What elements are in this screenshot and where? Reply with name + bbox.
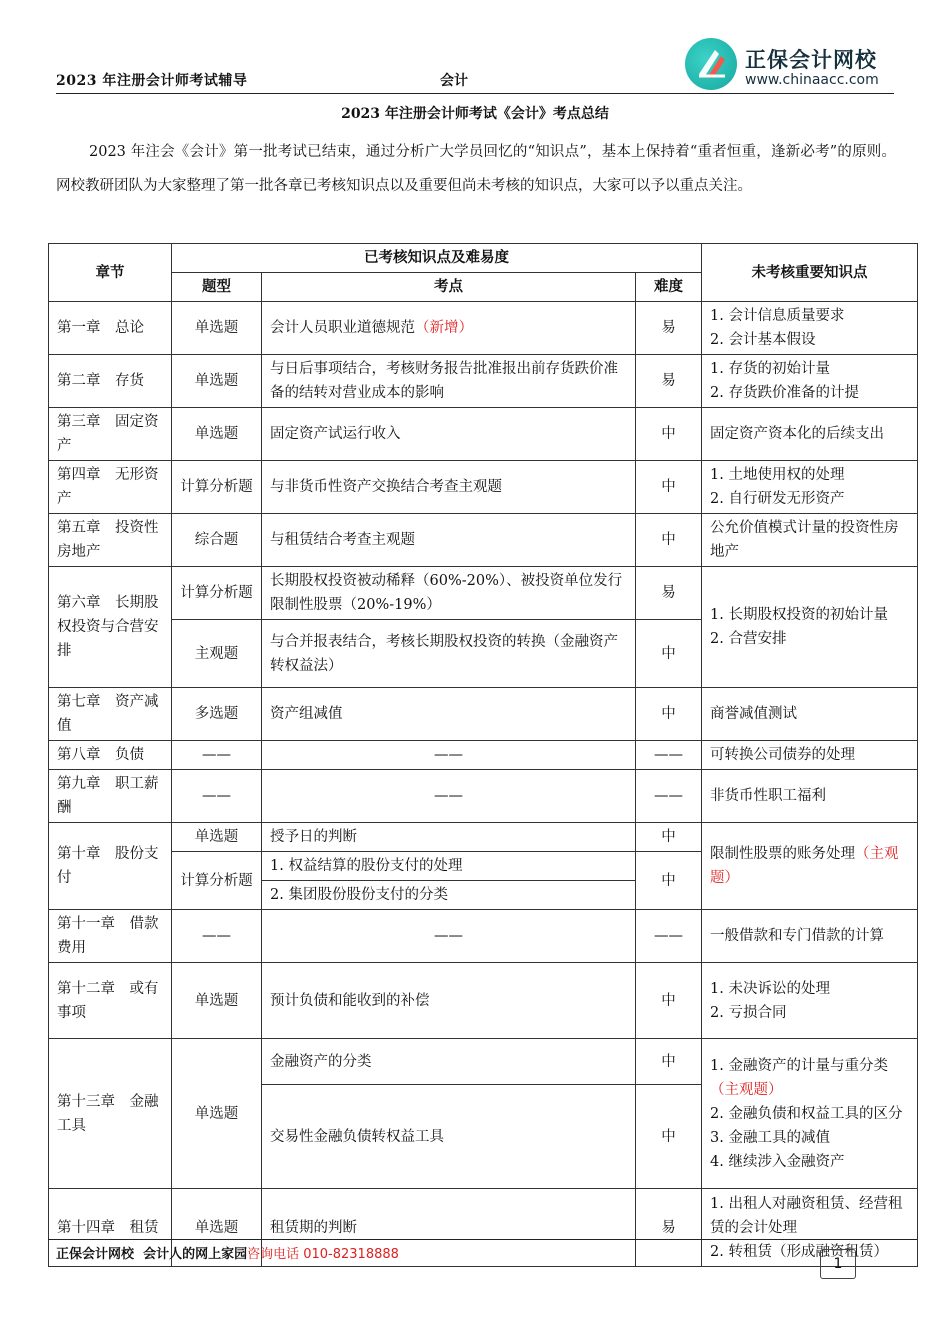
header-tested: 已考核知识点及难易度 bbox=[172, 244, 702, 273]
type-cell: 综合题 bbox=[172, 514, 262, 567]
untested-cell bbox=[702, 567, 918, 688]
untested-cell: 非货币性职工福利 bbox=[702, 770, 918, 823]
difficulty-cell: —— bbox=[636, 770, 702, 823]
difficulty-cell: 易 bbox=[636, 1189, 702, 1267]
untested-cell bbox=[702, 355, 918, 408]
type-cell: 计算分析题 bbox=[172, 461, 262, 514]
type-cell: 单选题 bbox=[172, 1189, 262, 1267]
page-header bbox=[56, 0, 894, 95]
type-cell: 单选题 bbox=[172, 1039, 262, 1189]
footer-slogan: 会计人的网上家园 bbox=[143, 1247, 248, 1262]
knowledge-table bbox=[48, 243, 918, 1267]
point-cell: —— bbox=[262, 770, 636, 823]
type-cell: —— bbox=[172, 910, 262, 963]
table-row bbox=[49, 741, 918, 770]
untested-item: 2. 会计基本假设 bbox=[710, 332, 816, 348]
point-text: 会计人员职业道德规范 bbox=[270, 320, 415, 336]
table-header-row bbox=[49, 244, 918, 273]
header-type: 题型 bbox=[172, 273, 262, 302]
point-cell: 长期股权投资被动稀释（60%-20%）、被投资单位发行限制性股票（20%-19%） bbox=[262, 567, 636, 620]
difficulty-cell: 中 bbox=[636, 852, 702, 910]
untested-cell bbox=[702, 1189, 918, 1267]
untested-cell: 固定资产资本化的后续支出 bbox=[702, 408, 918, 461]
header-point: 考点 bbox=[262, 273, 636, 302]
footer-divider bbox=[48, 1239, 917, 1240]
chapter-cell: 第十一章 借款费用 bbox=[49, 910, 172, 963]
type-cell: —— bbox=[172, 770, 262, 823]
point-cell: 租赁期的判断 bbox=[262, 1189, 636, 1267]
chapter-cell: 第一章 总论 bbox=[49, 302, 172, 355]
brand-name: 正保会计网校 bbox=[745, 48, 877, 72]
brand-url: www.chinaacc.com bbox=[745, 72, 879, 88]
untested-item: 2. 自行研发无形资产 bbox=[710, 491, 845, 507]
point-cell: 2. 集团股份股份支付的分类 bbox=[262, 881, 636, 910]
header-difficulty: 难度 bbox=[636, 273, 702, 302]
point-cell: 授予日的判断 bbox=[262, 823, 636, 852]
untested-cell bbox=[702, 461, 918, 514]
untested-cell: 一般借款和专门借款的计算 bbox=[702, 910, 918, 963]
difficulty-cell: 中 bbox=[636, 1039, 702, 1085]
table-row bbox=[49, 461, 918, 514]
chapter-cell: 第八章 负债 bbox=[49, 741, 172, 770]
difficulty-cell: 中 bbox=[636, 688, 702, 741]
untested-item: 1. 土地使用权的处理 bbox=[710, 467, 845, 483]
chapter-cell: 第四章 无形资产 bbox=[49, 461, 172, 514]
new-tag: （新增） bbox=[415, 320, 473, 336]
untested-cell bbox=[702, 963, 918, 1039]
header-untested: 未考核重要知识点 bbox=[702, 244, 918, 302]
difficulty-cell: 中 bbox=[636, 461, 702, 514]
untested-text: 限制性股票的账务处理 bbox=[710, 846, 855, 862]
type-cell: 多选题 bbox=[172, 688, 262, 741]
point-cell: 交易性金融负债转权益工具 bbox=[262, 1085, 636, 1189]
untested-item: 2. 金融负债和权益工具的区分 bbox=[710, 1105, 903, 1122]
type-cell: 计算分析题 bbox=[172, 852, 262, 910]
untested-item: 1. 会计信息质量要求 bbox=[710, 308, 845, 324]
untested-cell bbox=[702, 302, 918, 355]
difficulty-cell: —— bbox=[636, 741, 702, 770]
untested-item: 3. 金融工具的减值 bbox=[710, 1129, 830, 1146]
untested-item: 4. 继续涉入金融资产 bbox=[710, 1153, 845, 1170]
header-divider bbox=[56, 93, 894, 94]
table-row bbox=[49, 823, 918, 852]
chapter-cell: 第五章 投资性房地产 bbox=[49, 514, 172, 567]
table-row bbox=[49, 567, 918, 620]
point-cell: 预计负债和能收到的补偿 bbox=[262, 963, 636, 1039]
untested-cell bbox=[702, 1039, 918, 1189]
point-cell: —— bbox=[262, 910, 636, 963]
point-cell: 与合并报表结合，考核长期股权投资的转换（金融资产转权益法） bbox=[262, 620, 636, 688]
difficulty-cell: 中 bbox=[636, 620, 702, 688]
table-row bbox=[49, 408, 918, 461]
table-row bbox=[49, 355, 918, 408]
type-cell: —— bbox=[172, 741, 262, 770]
chapter-cell: 第十四章 租赁 bbox=[49, 1189, 172, 1267]
table-row bbox=[49, 910, 918, 963]
point-cell: 与非货币性资产交换结合考查主观题 bbox=[262, 461, 636, 514]
table-row bbox=[49, 302, 918, 355]
footer-brand: 正保会计网校 bbox=[56, 1247, 135, 1262]
type-cell: 单选题 bbox=[172, 302, 262, 355]
difficulty-cell: 中 bbox=[636, 408, 702, 461]
type-cell: 单选题 bbox=[172, 963, 262, 1039]
table-row bbox=[49, 770, 918, 823]
table-row bbox=[49, 514, 918, 567]
document-title: 2023 年注册会计师考试《会计》考点总结 bbox=[341, 106, 609, 122]
header-subject: 会计 bbox=[440, 73, 468, 89]
untested-item: 1. 长期股权投资的初始计量 bbox=[710, 607, 888, 623]
difficulty-cell: 中 bbox=[636, 514, 702, 567]
intro-paragraph: 2023 年注会《会计》第一批考试已结束，通过分析广大学员回忆的“知识点”，基本上保持着“重者恒重，逢新必考”的原则。网校教研团队为大家整理了第一批各章已考核知识点以及重要但尚未考核的知识点，大家可以予以重点关注。 bbox=[56, 144, 896, 194]
untested-text: 1. 金融资产的计量与重分类 bbox=[710, 1057, 888, 1074]
table-row bbox=[49, 688, 918, 741]
difficulty-cell: —— bbox=[636, 910, 702, 963]
difficulty-cell: 中 bbox=[636, 1085, 702, 1189]
type-cell: 单选题 bbox=[172, 408, 262, 461]
subjective-tag: （主观题） bbox=[710, 846, 899, 886]
untested-item: 1. 出租人对融资租赁、经营租赁的会计处理 bbox=[710, 1195, 903, 1236]
point-cell bbox=[262, 302, 636, 355]
difficulty-cell: 中 bbox=[636, 963, 702, 1039]
difficulty-cell: 易 bbox=[636, 567, 702, 620]
untested-cell: 可转换公司债券的处理 bbox=[702, 741, 918, 770]
untested-item: 1. 未决诉讼的处理 bbox=[710, 980, 830, 997]
type-cell: 单选题 bbox=[172, 355, 262, 408]
table-row bbox=[49, 963, 918, 1039]
chapter-cell: 第十三章 金融工具 bbox=[49, 1039, 172, 1189]
point-cell: 与租赁结合考查主观题 bbox=[262, 514, 636, 567]
untested-item: 2. 合营安排 bbox=[710, 631, 787, 647]
brand-logo[interactable] bbox=[685, 38, 890, 94]
chapter-cell: 第六章 长期股权投资与合营安排 bbox=[49, 567, 172, 688]
point-cell: 金融资产的分类 bbox=[262, 1039, 636, 1085]
difficulty-cell: 易 bbox=[636, 355, 702, 408]
type-cell: 主观题 bbox=[172, 620, 262, 688]
chapter-cell: 第十章 股份支付 bbox=[49, 823, 172, 910]
chapter-cell: 第九章 职工薪酬 bbox=[49, 770, 172, 823]
chapter-cell: 第三章 固定资产 bbox=[49, 408, 172, 461]
untested-item: 1. 存货的初始计量 bbox=[710, 361, 830, 377]
untested-cell: 商誉减值测试 bbox=[702, 688, 918, 741]
point-cell: 1. 权益结算的股份支付的处理 bbox=[262, 852, 636, 881]
chapter-cell: 第七章 资产减值 bbox=[49, 688, 172, 741]
type-cell: 单选题 bbox=[172, 823, 262, 852]
chapter-cell: 第十二章 或有事项 bbox=[49, 963, 172, 1039]
type-cell: 计算分析题 bbox=[172, 567, 262, 620]
untested-item: 2. 存货跌价准备的计提 bbox=[710, 385, 859, 401]
header-chapter: 章节 bbox=[49, 244, 172, 302]
page-number: 1 bbox=[820, 1249, 856, 1279]
difficulty-cell: 易 bbox=[636, 302, 702, 355]
subjective-tag: （主观题） bbox=[710, 1081, 783, 1098]
point-cell: —— bbox=[262, 741, 636, 770]
untested-cell bbox=[702, 823, 918, 910]
point-cell: 资产组减值 bbox=[262, 688, 636, 741]
untested-item: 2. 转租赁（形成融资租赁） bbox=[710, 1243, 888, 1260]
page-footer bbox=[56, 1243, 399, 1262]
chapter-cell: 第二章 存货 bbox=[49, 355, 172, 408]
untested-cell: 公允价值模式计量的投资性房地产 bbox=[702, 514, 918, 567]
point-cell: 与日后事项结合，考核财务报告批准报出前存货跌价准备的结转对营业成本的影响 bbox=[262, 355, 636, 408]
point-cell: 固定资产试运行收入 bbox=[262, 408, 636, 461]
difficulty-cell: 中 bbox=[636, 823, 702, 852]
header-course: 2023 年注册会计师考试辅导 bbox=[56, 73, 248, 89]
untested-item: 2. 亏损合同 bbox=[710, 1004, 787, 1021]
untested-item bbox=[710, 1054, 909, 1102]
table-row bbox=[49, 1039, 918, 1085]
footer-phone[interactable]: 咨询电话 010-82318888 bbox=[247, 1247, 399, 1262]
logo-icon bbox=[685, 38, 737, 90]
